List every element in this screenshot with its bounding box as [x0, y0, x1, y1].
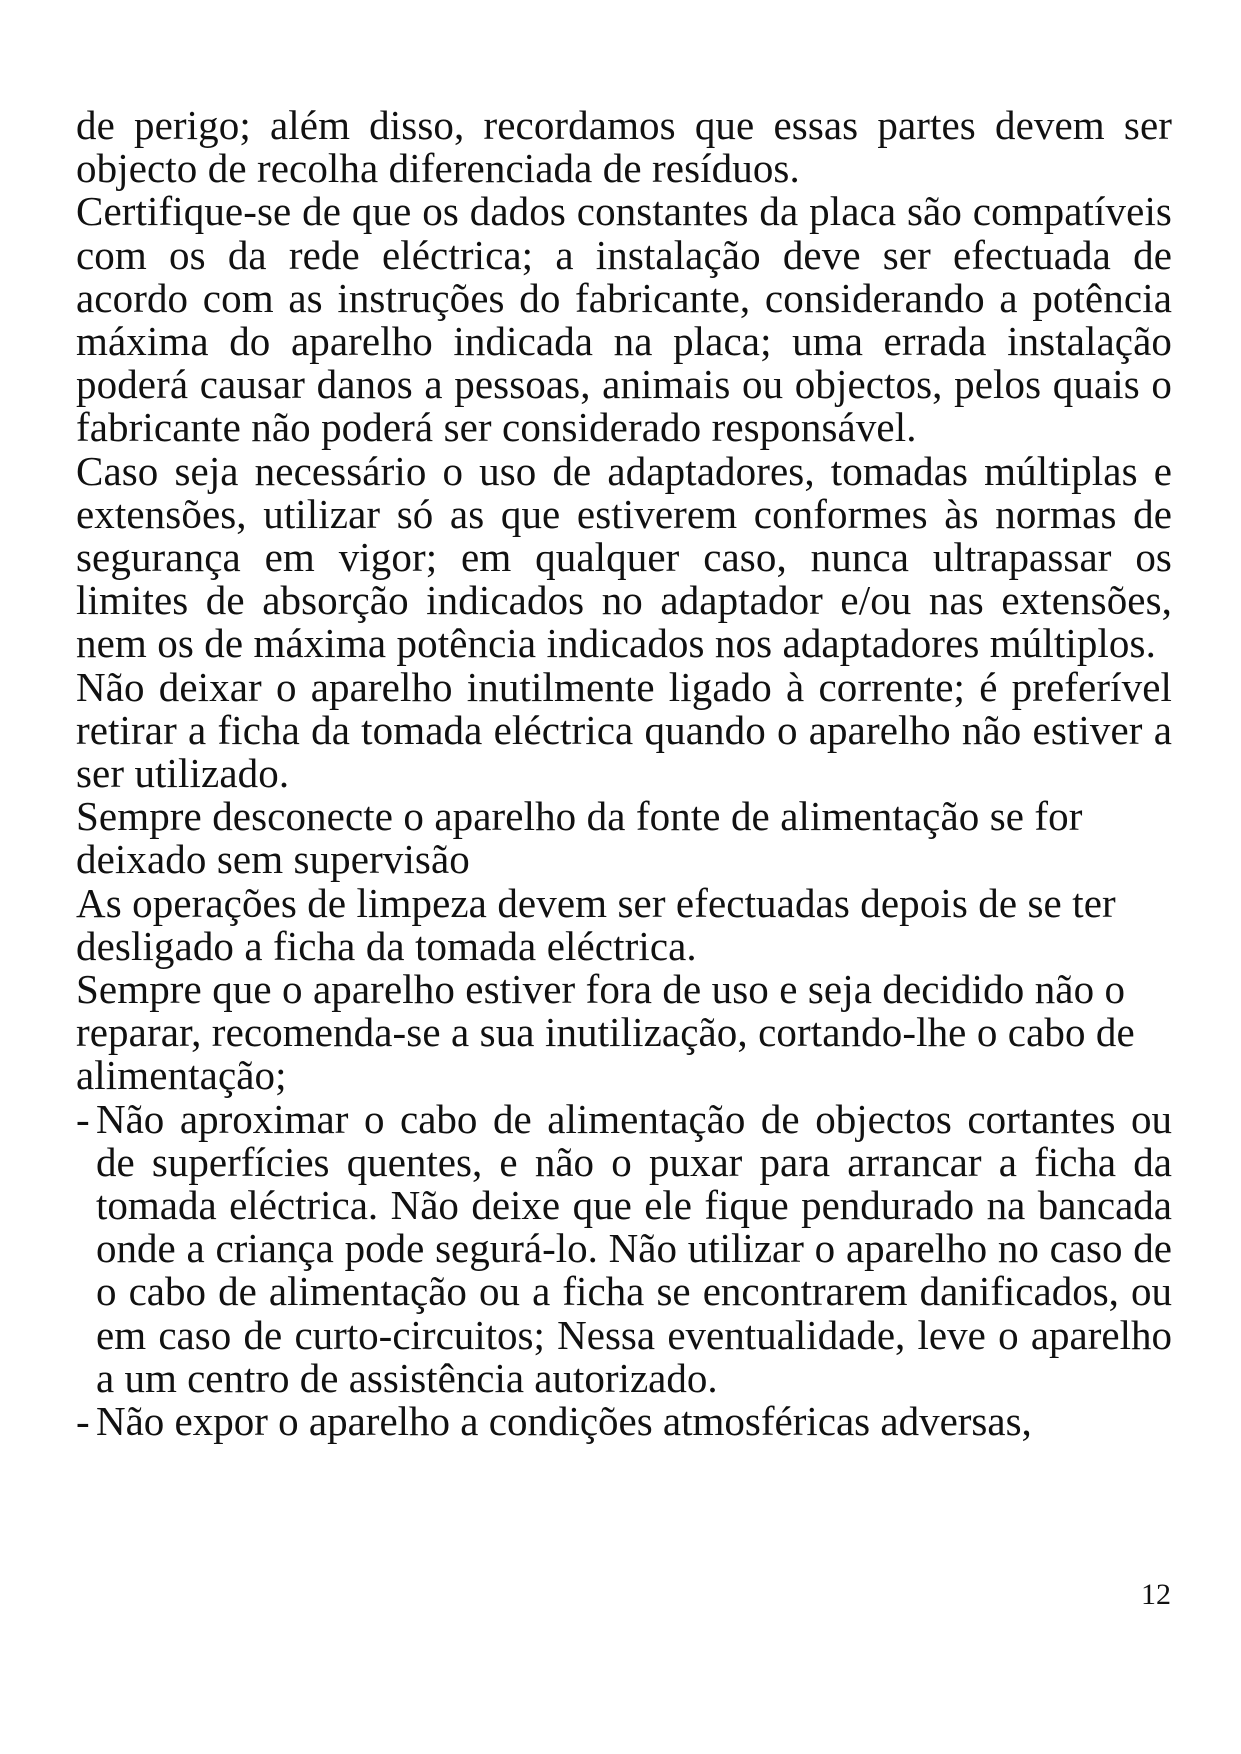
paragraph-cleaning: As operações de limpeza devem ser efectuadas depois de se ter desligado a ficha da tomada eléctrica. — [76, 879, 1116, 969]
paragraph-supervision: Sempre desconecte o aparelho da fonte de alimentação se for deixado sem supervisão — [76, 793, 1083, 883]
paragraph-adapters: Caso seja necessário o uso de adaptadores, tomadas múltiplas e extensões, utilizar só as que estiverem conformes às normas de segurança em vigor; em qualquer caso, nunca ultrapassar os limites de absorção indicados no adaptador e/ou nas extensões, nem os de máxima potência indicados nos adaptadores múltiplos. — [76, 447, 1172, 667]
bullet-marker: - — [76, 1398, 90, 1445]
bullet-marker: - — [76, 1095, 90, 1142]
bullet-item-cable — [76, 1095, 1172, 1401]
paragraph-recycling: de perigo; além disso, recordamos que essas partes devem ser objecto de recolha diferenciada de resíduos. — [76, 102, 1172, 192]
bullet-item-weather — [76, 1400, 1172, 1443]
document-body — [76, 104, 1172, 1443]
paragraph-disposal: Sempre que o aparelho estiver fora de uso e seja decidido não o reparar, recomenda-se a sua inutilização, cortando-lhe o cabo de alimentação; — [76, 966, 1135, 1099]
bullet-text: Não aproximar o cabo de alimentação de objectos cortantes ou de superfícies quentes, e não o puxar para arrancar a ficha da tomada eléctrica. Não deixe que ele fique pendurado na bancada onde a criança pode segurá-lo. Não utilizar o aparelho no caso de o cabo de alimentação ou a ficha se encontrarem danificados, ou em caso de curto-circuitos; Nessa eventualidade, leve o aparelho a um centro de assistência autorizado. — [96, 1095, 1172, 1401]
page-number: 12 — [1141, 1578, 1171, 1611]
paragraph-unplug: Não deixar o aparelho inutilmente ligado à corrente; é preferível retirar a ficha da tomada eléctrica quando o aparelho não estiver a ser utilizado. — [76, 663, 1172, 797]
paragraph-installation: Certifique-se de que os dados constantes da placa são compatíveis com os da rede eléctrica; a instalação deve ser efectuada de acordo com as instruções do fabricante, considerando a potência máxima do aparelho indicada na placa; uma errada instalação poderá causar danos a pessoas, animais ou objectos, pelos quais o fabricante não poderá ser considerado responsável. — [76, 188, 1172, 451]
bullet-text: Não expor o aparelho a condições atmosféricas adversas, — [96, 1398, 1032, 1445]
